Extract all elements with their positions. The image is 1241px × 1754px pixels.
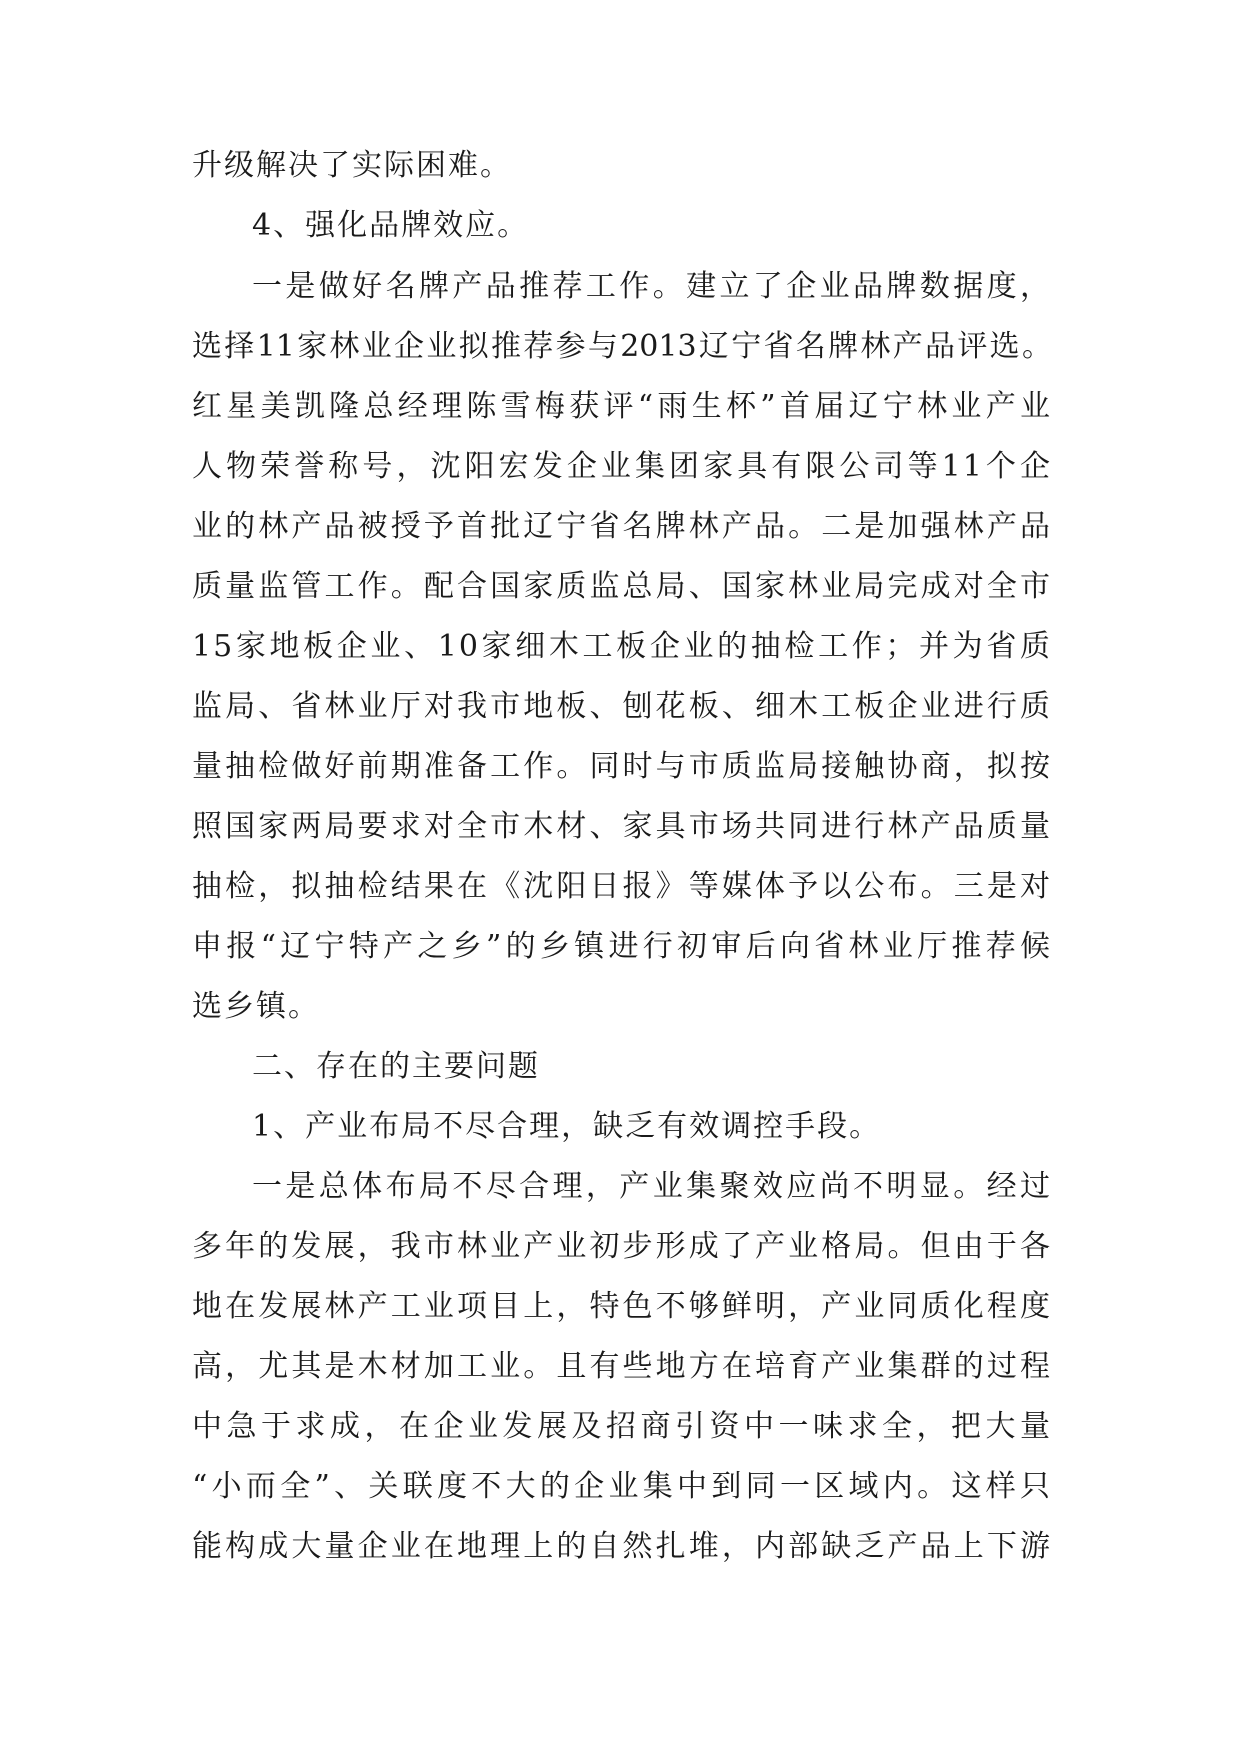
text-line: 能构成大量企业在地理上的自然扎堆，内部缺乏产品上下游 xyxy=(192,1529,1052,1564)
text-line: 照国家两局要求对全市木材、家具市场共同进行林产品质量 xyxy=(192,809,1052,844)
text-line: 业的林产品被授予首批辽宁省名牌林产品。二是加强林产品 xyxy=(192,509,1052,544)
text-line: “小而全”、关联度不大的企业集中到同一区域内。这样只 xyxy=(192,1469,1052,1504)
text-line: 一是总体布局不尽合理，产业集聚效应尚不明显。经过 xyxy=(252,1169,1052,1204)
text-line: 选择11家林业企业拟推荐参与2013辽宁省名牌林产品评选。 xyxy=(192,329,1052,364)
text-line: 量抽检做好前期准备工作。同时与市质监局接触协商，拟按 xyxy=(192,749,1052,784)
text-line: 监局、省林业厅对我市地板、刨花板、细木工板企业进行质 xyxy=(192,689,1052,724)
text-line: 人物荣誉称号，沈阳宏发企业集团家具有限公司等11个企 xyxy=(192,449,1052,484)
text-line: 申报“辽宁特产之乡”的乡镇进行初审后向省林业厅推荐候 xyxy=(192,929,1052,964)
text-line: 质量监管工作。配合国家质监总局、国家林业局完成对全市 xyxy=(192,569,1052,604)
section-heading: 二、存在的主要问题 xyxy=(252,1049,540,1084)
section-heading: 1、产业布局不尽合理，缺乏有效调控手段。 xyxy=(252,1109,882,1144)
text-line: 地在发展林产工业项目上，特色不够鲜明，产业同质化程度 xyxy=(192,1289,1052,1324)
text-line: 选乡镇。 xyxy=(192,989,320,1024)
section-heading: 4、强化品牌效应。 xyxy=(252,208,530,243)
text-line: 15家地板企业、10家细木工板企业的抽检工作；并为省质 xyxy=(192,629,1052,664)
text-line: 高，尤其是木材加工业。且有些地方在培育产业集群的过程 xyxy=(192,1349,1052,1384)
text-line: 升级解决了实际困难。 xyxy=(192,148,512,183)
text-line: 红星美凯隆总经理陈雪梅获评“雨生杯”首届辽宁林业产业 xyxy=(192,389,1052,424)
text-line: 中急于求成，在企业发展及招商引资中一味求全，把大量 xyxy=(192,1409,1052,1444)
text-line: 多年的发展，我市林业产业初步形成了产业格局。但由于各 xyxy=(192,1229,1052,1264)
text-line: 一是做好名牌产品推荐工作。建立了企业品牌数据度， xyxy=(252,269,1052,304)
text-line: 抽检，拟抽检结果在《沈阳日报》等媒体予以公布。三是对 xyxy=(192,869,1052,904)
